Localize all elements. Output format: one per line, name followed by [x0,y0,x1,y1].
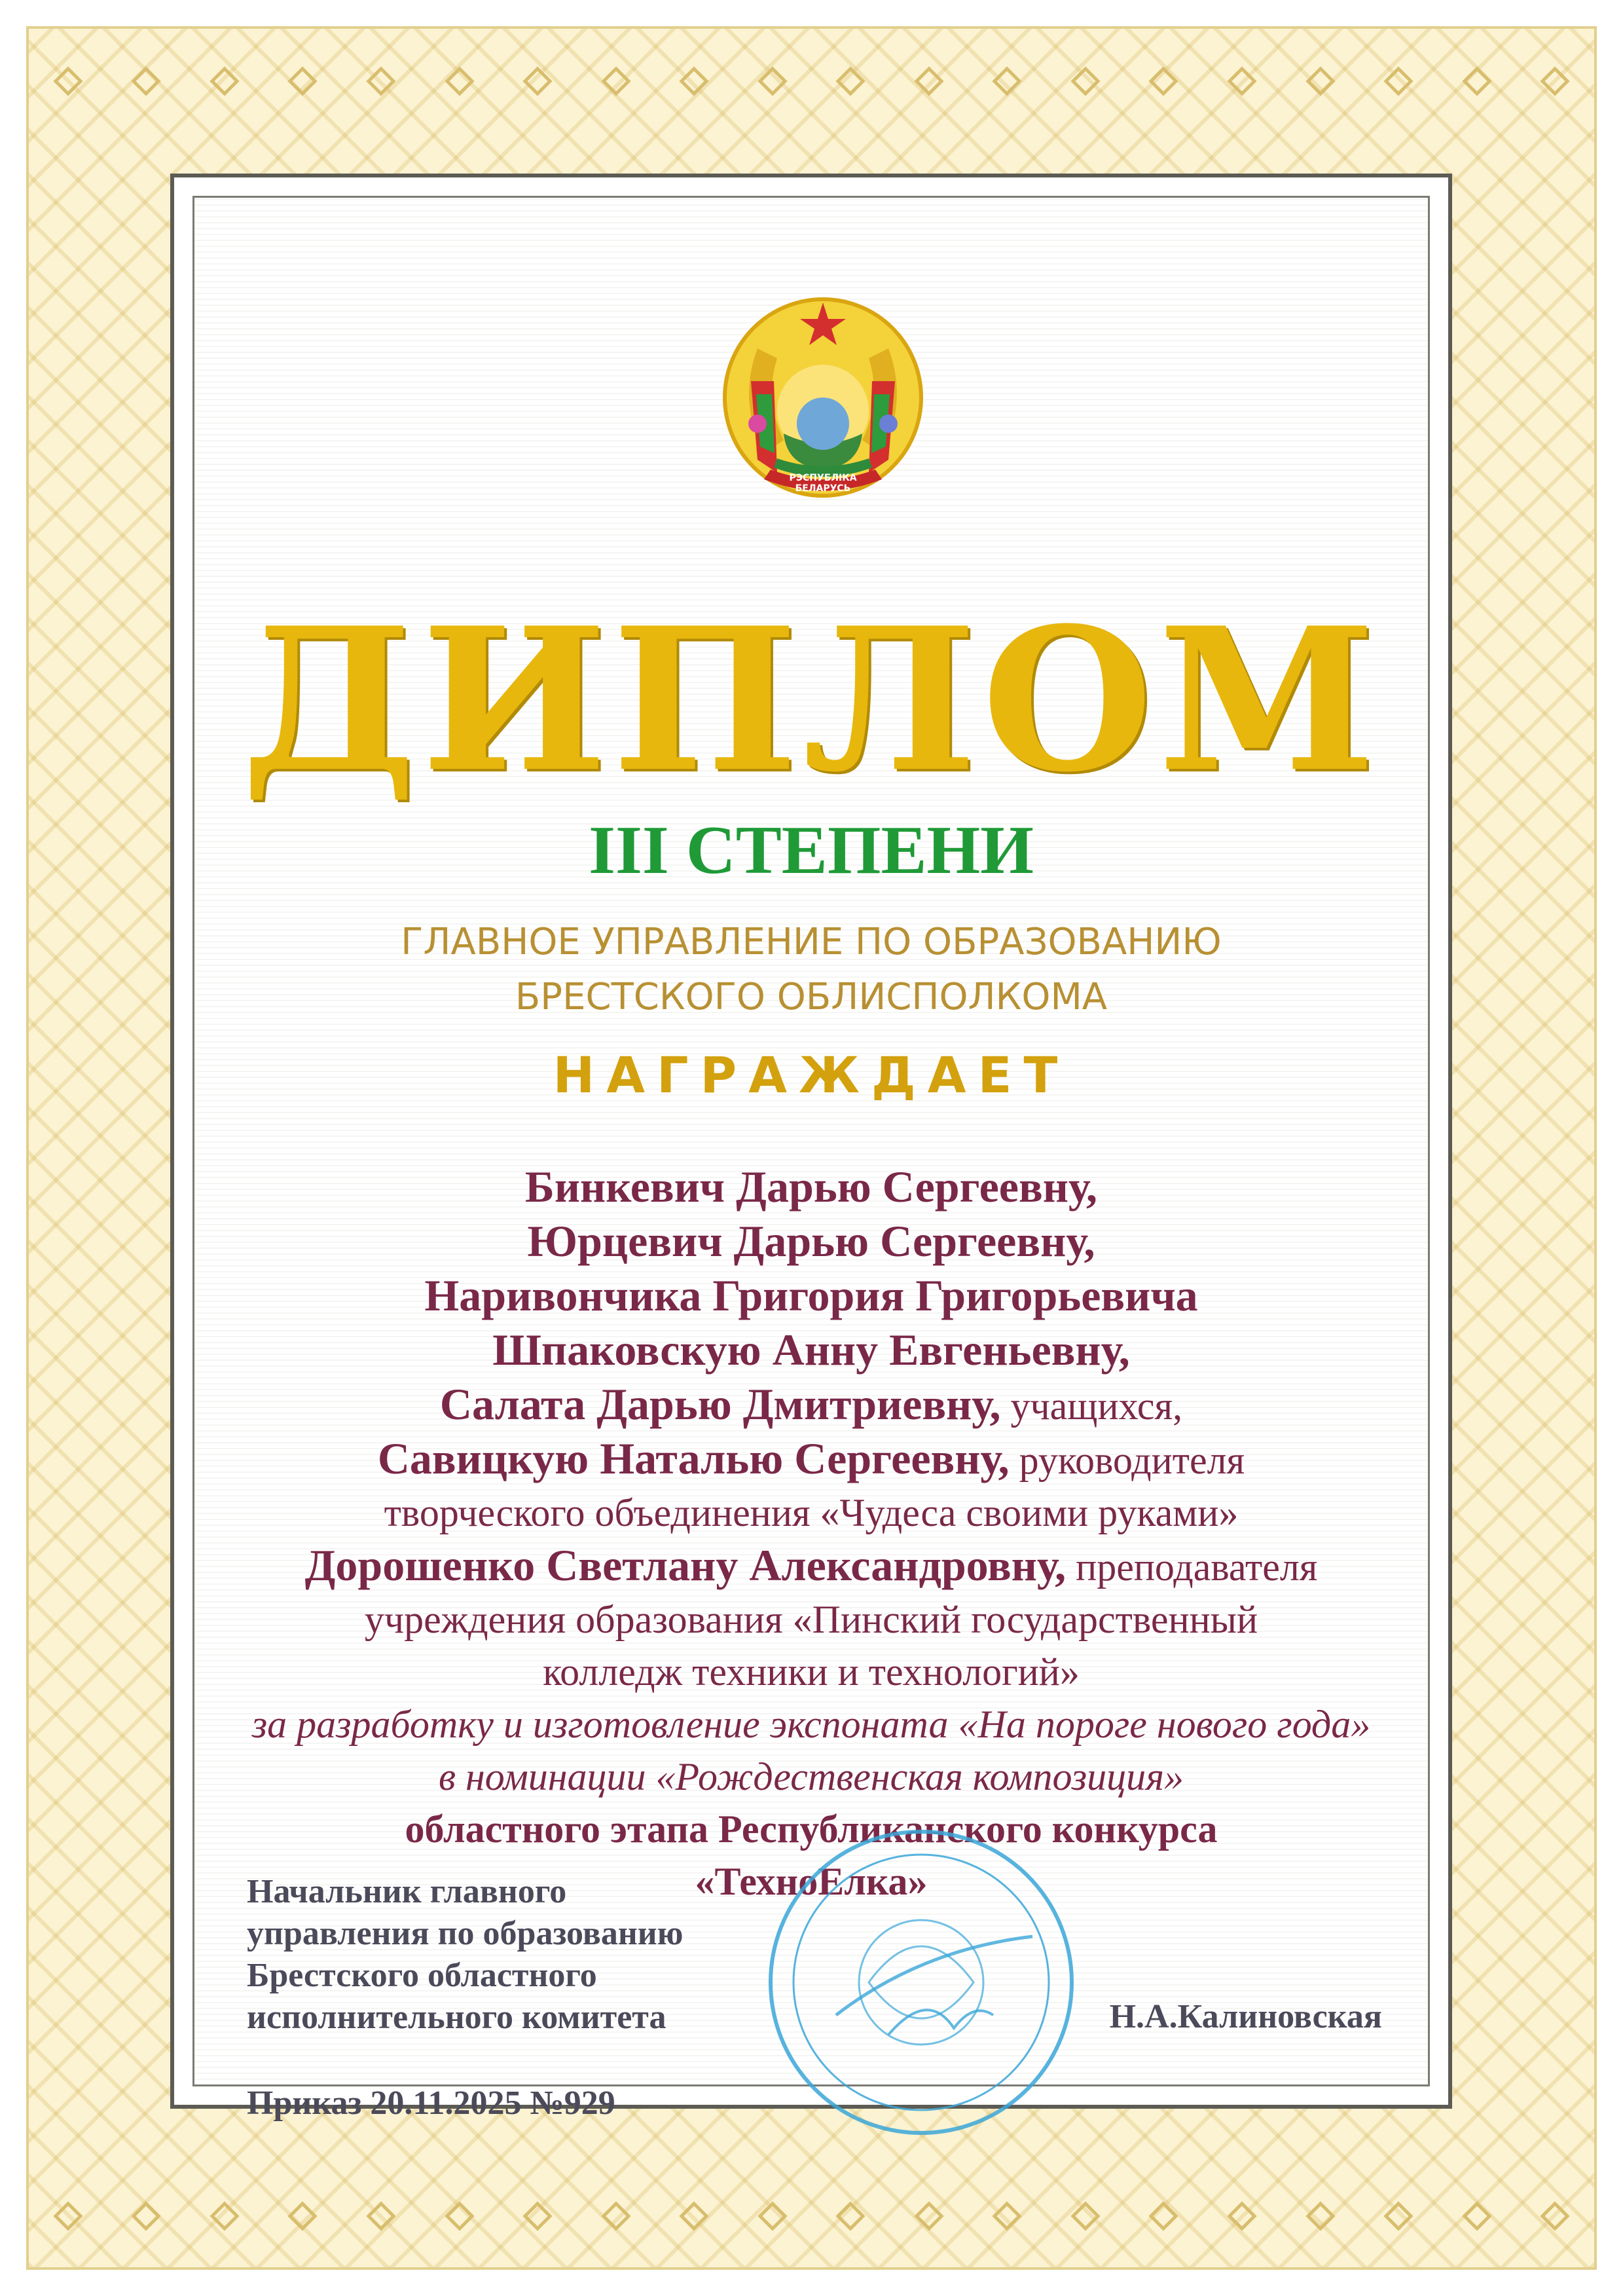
diploma-title: ДИПЛОМ [241,584,1381,815]
contest-line-2: «ТехноЕлка» [695,1860,928,1903]
recipient-line: Салата Дарью Дмитриевну, учащихся, [439,1379,1183,1429]
reason-line-1: за разработку и изготовление экспоната «На пороге нового года» [251,1703,1371,1746]
recipient-line: Шпаковскую Анну Евгеньевну, [492,1325,1130,1375]
signer-position-line: исполнительного комитета [247,1999,666,2036]
bottom-ornament-border [29,2203,1594,2229]
reason-line-2: в номинации «Рождественская композиция» [438,1755,1184,1798]
organization-line-2: БРЕСТСКОГО ОБЛИСПОЛКОМА [515,976,1108,1018]
diploma-frame [170,174,1452,2122]
emblem-ribbon-text-1: РЭСПУБЛІКА [789,473,857,483]
teacher-line: Дорошенко Светлану Александровну, преподавателя [304,1540,1318,1590]
awards-heading: НАГРАЖДАЕТ [553,1046,1070,1104]
contest-line-1: областного этапа Республиканского конкурса [405,1807,1218,1851]
signer-position-line: управления по образованию [247,1915,684,1952]
emblem-ribbon-text-2: БЕЛАРУСЬ [795,483,851,494]
institution-line-1: учреждения образования «Пинский государственный [364,1598,1258,1641]
signer-position-line: Брестского областного [247,1957,597,1994]
top-ornament-border [29,68,1594,94]
order-reference: Приказ 20.11.2025 №929 [247,2084,615,2122]
award-text [234,1160,1389,1908]
diploma-degree: III СТЕПЕНИ [589,811,1034,888]
institution-line-2: колледж техники и технологий» [543,1650,1080,1694]
signer-name: Н.А.Калиновская [1109,1998,1382,2035]
union-line: творческого объединения «Чудеса своими руками» [384,1491,1239,1534]
recipient-line: Юрцевич Дарью Сергеевну, [527,1216,1095,1266]
organization-line-1: ГЛАВНОЕ УПРАВЛЕНИЕ ПО ОБРАЗОВАНИЮ [401,921,1222,963]
signature-block [247,1871,836,2039]
organization-name [194,915,1428,1025]
recipient-line: Наривончика Григория Григорьевича [424,1270,1198,1320]
belarus-emblem-icon [712,283,934,506]
signer-position-line: Начальник главного [247,1873,567,1910]
recipient-line: Бинкевич Дарью Сергеевну, [524,1162,1098,1212]
diploma-content-area [192,196,1430,2122]
recipient-line: Савицкую Наталью Сергеевну, руководителя [377,1434,1245,1483]
